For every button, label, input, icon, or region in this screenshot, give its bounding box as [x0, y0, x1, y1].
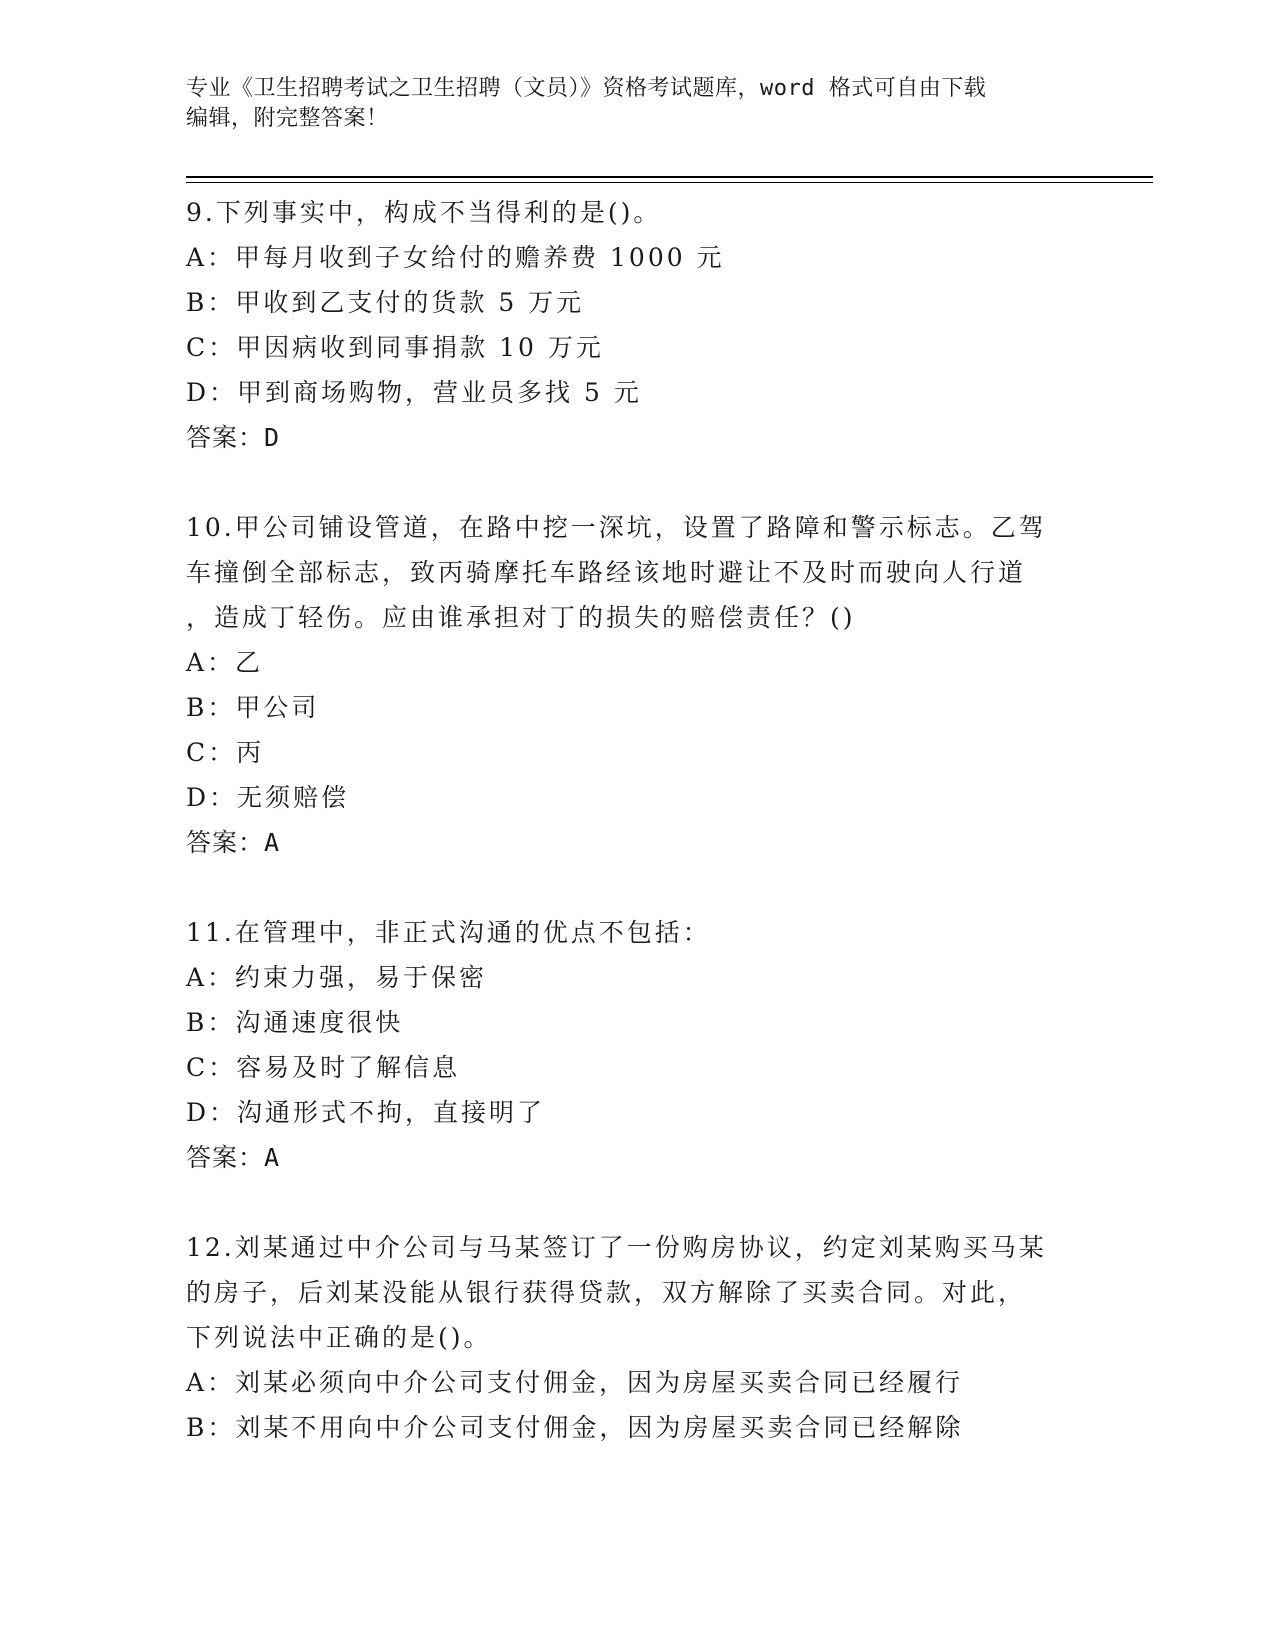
question-stem: 11.在管理中，非正式沟通的优点不包括： [186, 918, 711, 947]
header-divider-thin [186, 182, 1153, 183]
option-d: D：沟通形式不拘，直接明了 [186, 1098, 546, 1127]
option-b: B：甲公司 [186, 693, 320, 722]
header-line-2: 编辑，附完整答案！ [186, 106, 389, 131]
question-9 [186, 190, 1086, 460]
option-b: B：沟通速度很快 [186, 1008, 404, 1037]
answer-line: 答案：D [186, 423, 281, 452]
question-stem: 车撞倒全部标志，致丙骑摩托车路经该地时避让不及时而驶向人行道 [186, 558, 1027, 587]
option-c: C：容易及时了解信息 [186, 1053, 461, 1082]
question-10 [186, 505, 1086, 865]
question-11 [186, 910, 1086, 1180]
spacer [186, 1180, 1086, 1225]
header-line-1: 专业《卫生招聘考试之卫生招聘（文员）》资格考试题库，word 格式可自由下载 [186, 76, 987, 101]
option-a: A：刘某必须向中介公司支付佣金，因为房屋买卖合同已经履行 [186, 1368, 964, 1397]
option-a: A：甲每月收到子女给付的赡养费 1000 元 [186, 243, 725, 272]
answer-line: 答案：A [186, 828, 281, 857]
question-stem: 下列说法中正确的是()。 [186, 1323, 492, 1352]
option-c: C：丙 [186, 738, 265, 767]
option-c: C：甲因病收到同事捐款 10 万元 [186, 333, 604, 362]
question-stem: 10.甲公司铺设管道，在路中挖一深坑，设置了路障和警示标志。乙驾 [186, 513, 1047, 542]
option-d: D：无须赔偿 [186, 783, 350, 812]
question-stem: 9.下列事实中，构成不当得利的是()。 [186, 198, 662, 227]
option-a: A：乙 [186, 648, 264, 677]
spacer [186, 865, 1086, 910]
question-stem: ，造成丁轻伤。应由谁承担对丁的损失的赔偿责任？() [186, 603, 856, 632]
question-list [186, 190, 1086, 1450]
answer-line: 答案：A [186, 1143, 281, 1172]
header-divider-thick [186, 176, 1153, 178]
option-b: B：甲收到乙支付的货款 5 万元 [186, 288, 585, 317]
document-header [186, 74, 1086, 134]
option-b: B：刘某不用向中介公司支付佣金，因为房屋买卖合同已经解除 [186, 1413, 964, 1442]
spacer [186, 460, 1086, 505]
option-d: D：甲到商场购物，营业员多找 5 元 [186, 378, 642, 407]
question-stem: 的房子，后刘某没能从银行获得贷款，双方解除了买卖合同。对此， [186, 1278, 1027, 1307]
option-a: A：约束力强，易于保密 [186, 963, 488, 992]
question-stem: 12.刘某通过中介公司与马某签订了一份购房协议，约定刘某购买马某 [186, 1233, 1047, 1262]
question-12 [186, 1225, 1086, 1450]
